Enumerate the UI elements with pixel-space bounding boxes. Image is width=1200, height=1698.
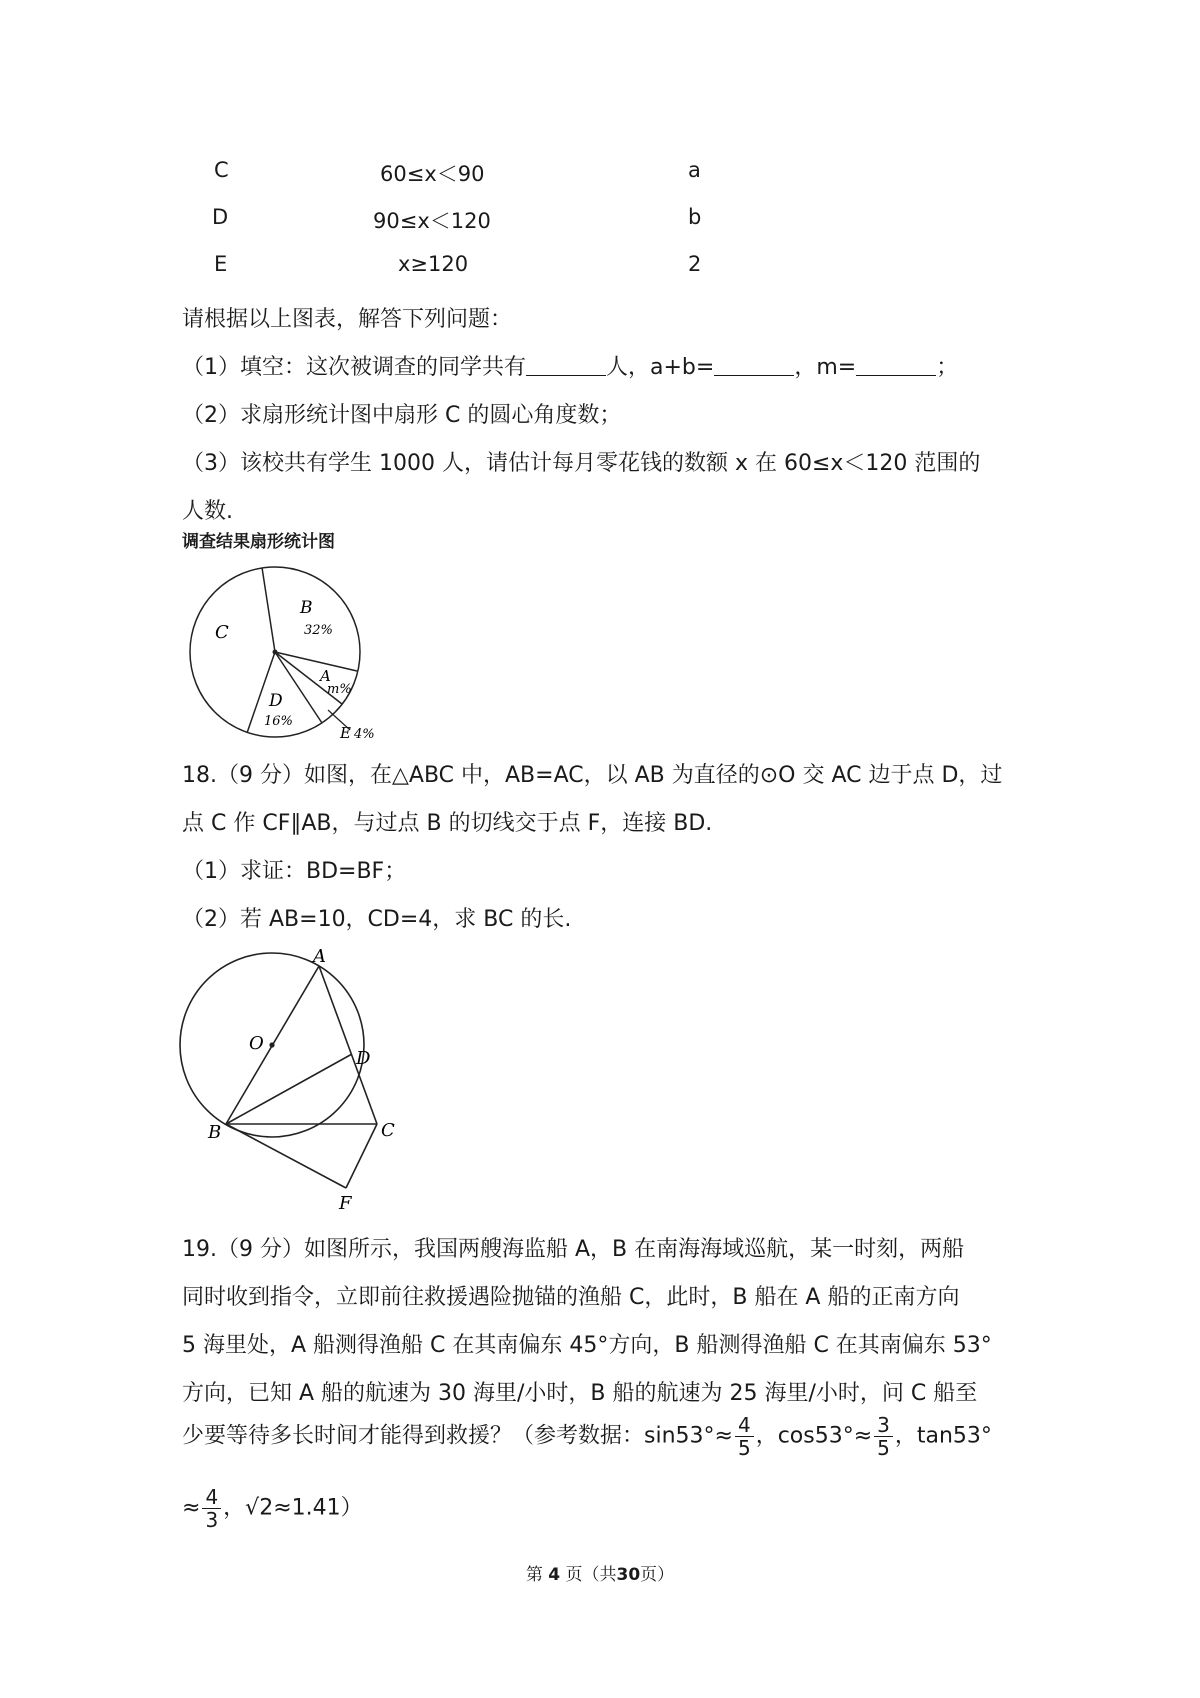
- table-cell-count-d: b: [688, 205, 702, 229]
- fraction-3-5: [874, 1414, 893, 1459]
- q19-line6-text-b: ，√2≈1.41）: [223, 1495, 363, 1521]
- label-b: B: [208, 1122, 222, 1143]
- pie-label-b-pct: 32%: [304, 623, 333, 638]
- fraction-denominator: 3: [205, 1508, 219, 1532]
- pie-center: [273, 650, 278, 655]
- q19-line5-text-a: 少要等待多长时间才能得到救援？（参考数据：sin53°≈: [182, 1423, 733, 1449]
- fraction-denominator: 5: [877, 1436, 890, 1460]
- label-o: O: [249, 1033, 264, 1054]
- pie-label-c: C: [215, 622, 229, 643]
- q18-line1: 18.（9 分）如图，在△ABC 中，AB=AC，以 AB 为直径的⊙O 交 AC 边于点 D，过: [182, 763, 1003, 788]
- q17-intro: 请根据以上图表，解答下列问题：: [182, 307, 513, 332]
- q19-line5-text-b: ，cos53°≈: [755, 1423, 873, 1449]
- fraction-numerator: 3: [874, 1414, 893, 1437]
- footer-page-number: 4: [548, 1565, 561, 1585]
- label-d: D: [356, 1048, 371, 1069]
- table-cell-group-c: C: [214, 158, 229, 182]
- table-cell-range-c: 60≤x＜90: [380, 162, 485, 186]
- q17-part2: （2）求扇形统计图中扇形 C 的圆心角度数；: [182, 403, 622, 428]
- table-cell-range-e: x≥120: [398, 252, 469, 276]
- q18-part1: （1）求证：BD=BF；: [182, 859, 407, 884]
- fraction-numerator: 4: [735, 1414, 754, 1437]
- fraction-4-3: [202, 1486, 221, 1531]
- table-cell-count-e: 2: [688, 252, 702, 276]
- pie-chart: [182, 552, 402, 742]
- pie-label-d: D: [269, 691, 283, 711]
- q19-line6: [182, 1486, 363, 1531]
- fraction-denominator: 5: [737, 1436, 751, 1460]
- fraction-numerator: 4: [202, 1486, 221, 1509]
- label-c: C: [381, 1120, 395, 1141]
- q18-part2: （2）若 AB=10，CD=4，求 BC 的长.: [182, 907, 572, 932]
- q17-part1-text-d: ；: [936, 355, 959, 380]
- pie-label-d-pct: 16%: [264, 714, 293, 729]
- footer-total-pages: 30: [616, 1565, 641, 1585]
- segment-cf: [346, 1124, 377, 1188]
- pie-label-a: A: [320, 667, 331, 685]
- pie-label-b: B: [300, 598, 313, 618]
- footer-text-b: 页（共: [565, 1565, 617, 1585]
- pie-label-a-pct: m%: [327, 682, 352, 697]
- q17-part1: [182, 350, 958, 381]
- q18-line2: 点 C 作 CF∥AB，与过点 B 的切线交于点 F，连接 BD.: [182, 811, 713, 836]
- pie-label-e-pct: 4%: [354, 727, 375, 742]
- table-cell-count-c: a: [688, 158, 701, 182]
- q17-part3-line2: 人数.: [182, 499, 233, 524]
- table-cell-group-d: D: [212, 205, 229, 229]
- table-cell-group-e: E: [214, 252, 228, 276]
- q19-line6-text-a: ≈: [182, 1495, 201, 1521]
- table-cell-range-d: 90≤x＜120: [373, 209, 491, 233]
- q17-part1-text-c: ，m=: [794, 355, 857, 380]
- point-o: [269, 1042, 274, 1047]
- answer-blank-m[interactable]: [856, 355, 936, 376]
- q17-part3-line1: （3）该校共有学生 1000 人，请估计每月零花钱的数额 x 在 60≤x＜120 范围的: [182, 451, 981, 476]
- label-a: A: [313, 946, 326, 967]
- footer-text-a: 第: [525, 1565, 543, 1585]
- geometry-figure-q18: [176, 946, 416, 1214]
- q19-line1: 19.（9 分）如图所示，我国两艘海监船 A，B 在南海海域巡航，某一时刻，两船: [182, 1237, 965, 1262]
- q19-line5: [182, 1414, 992, 1459]
- answer-blank-ab[interactable]: [714, 355, 794, 376]
- q19-line2: 同时收到指令，立即前往救援遇险抛锚的渔船 C，此时，B 船在 A 船的正南方向: [182, 1285, 960, 1310]
- q17-part1-text-a: （1）填空：这次被调查的同学共有: [182, 355, 526, 380]
- pie-chart-title: 调查结果扇形统计图: [182, 532, 335, 552]
- q19-line4: 方向，已知 A 船的航速为 30 海里/小时，B 船的航速为 25 海里/小时，问 C 船至: [182, 1381, 978, 1406]
- footer-text-c: 页）: [640, 1565, 675, 1585]
- q19-line5-text-c: ，tan53°: [894, 1423, 992, 1449]
- pie-label-e: E: [340, 724, 351, 742]
- q17-part1-text-b: 人，a+b=: [606, 355, 715, 380]
- q19-line3: 5 海里处，A 船测得渔船 C 在其南偏东 45°方向，B 船测得渔船 C 在其南偏东 53°: [182, 1333, 992, 1358]
- segment-ac: [319, 966, 377, 1124]
- label-f: F: [339, 1193, 352, 1214]
- segment-bf: [226, 1124, 346, 1188]
- pie-boundary-e-d: [275, 652, 322, 723]
- pie-boundary-c-b: [262, 568, 275, 653]
- answer-blank-total[interactable]: [526, 355, 606, 376]
- page-footer: [0, 1560, 1200, 1585]
- fraction-4-5: [735, 1414, 754, 1459]
